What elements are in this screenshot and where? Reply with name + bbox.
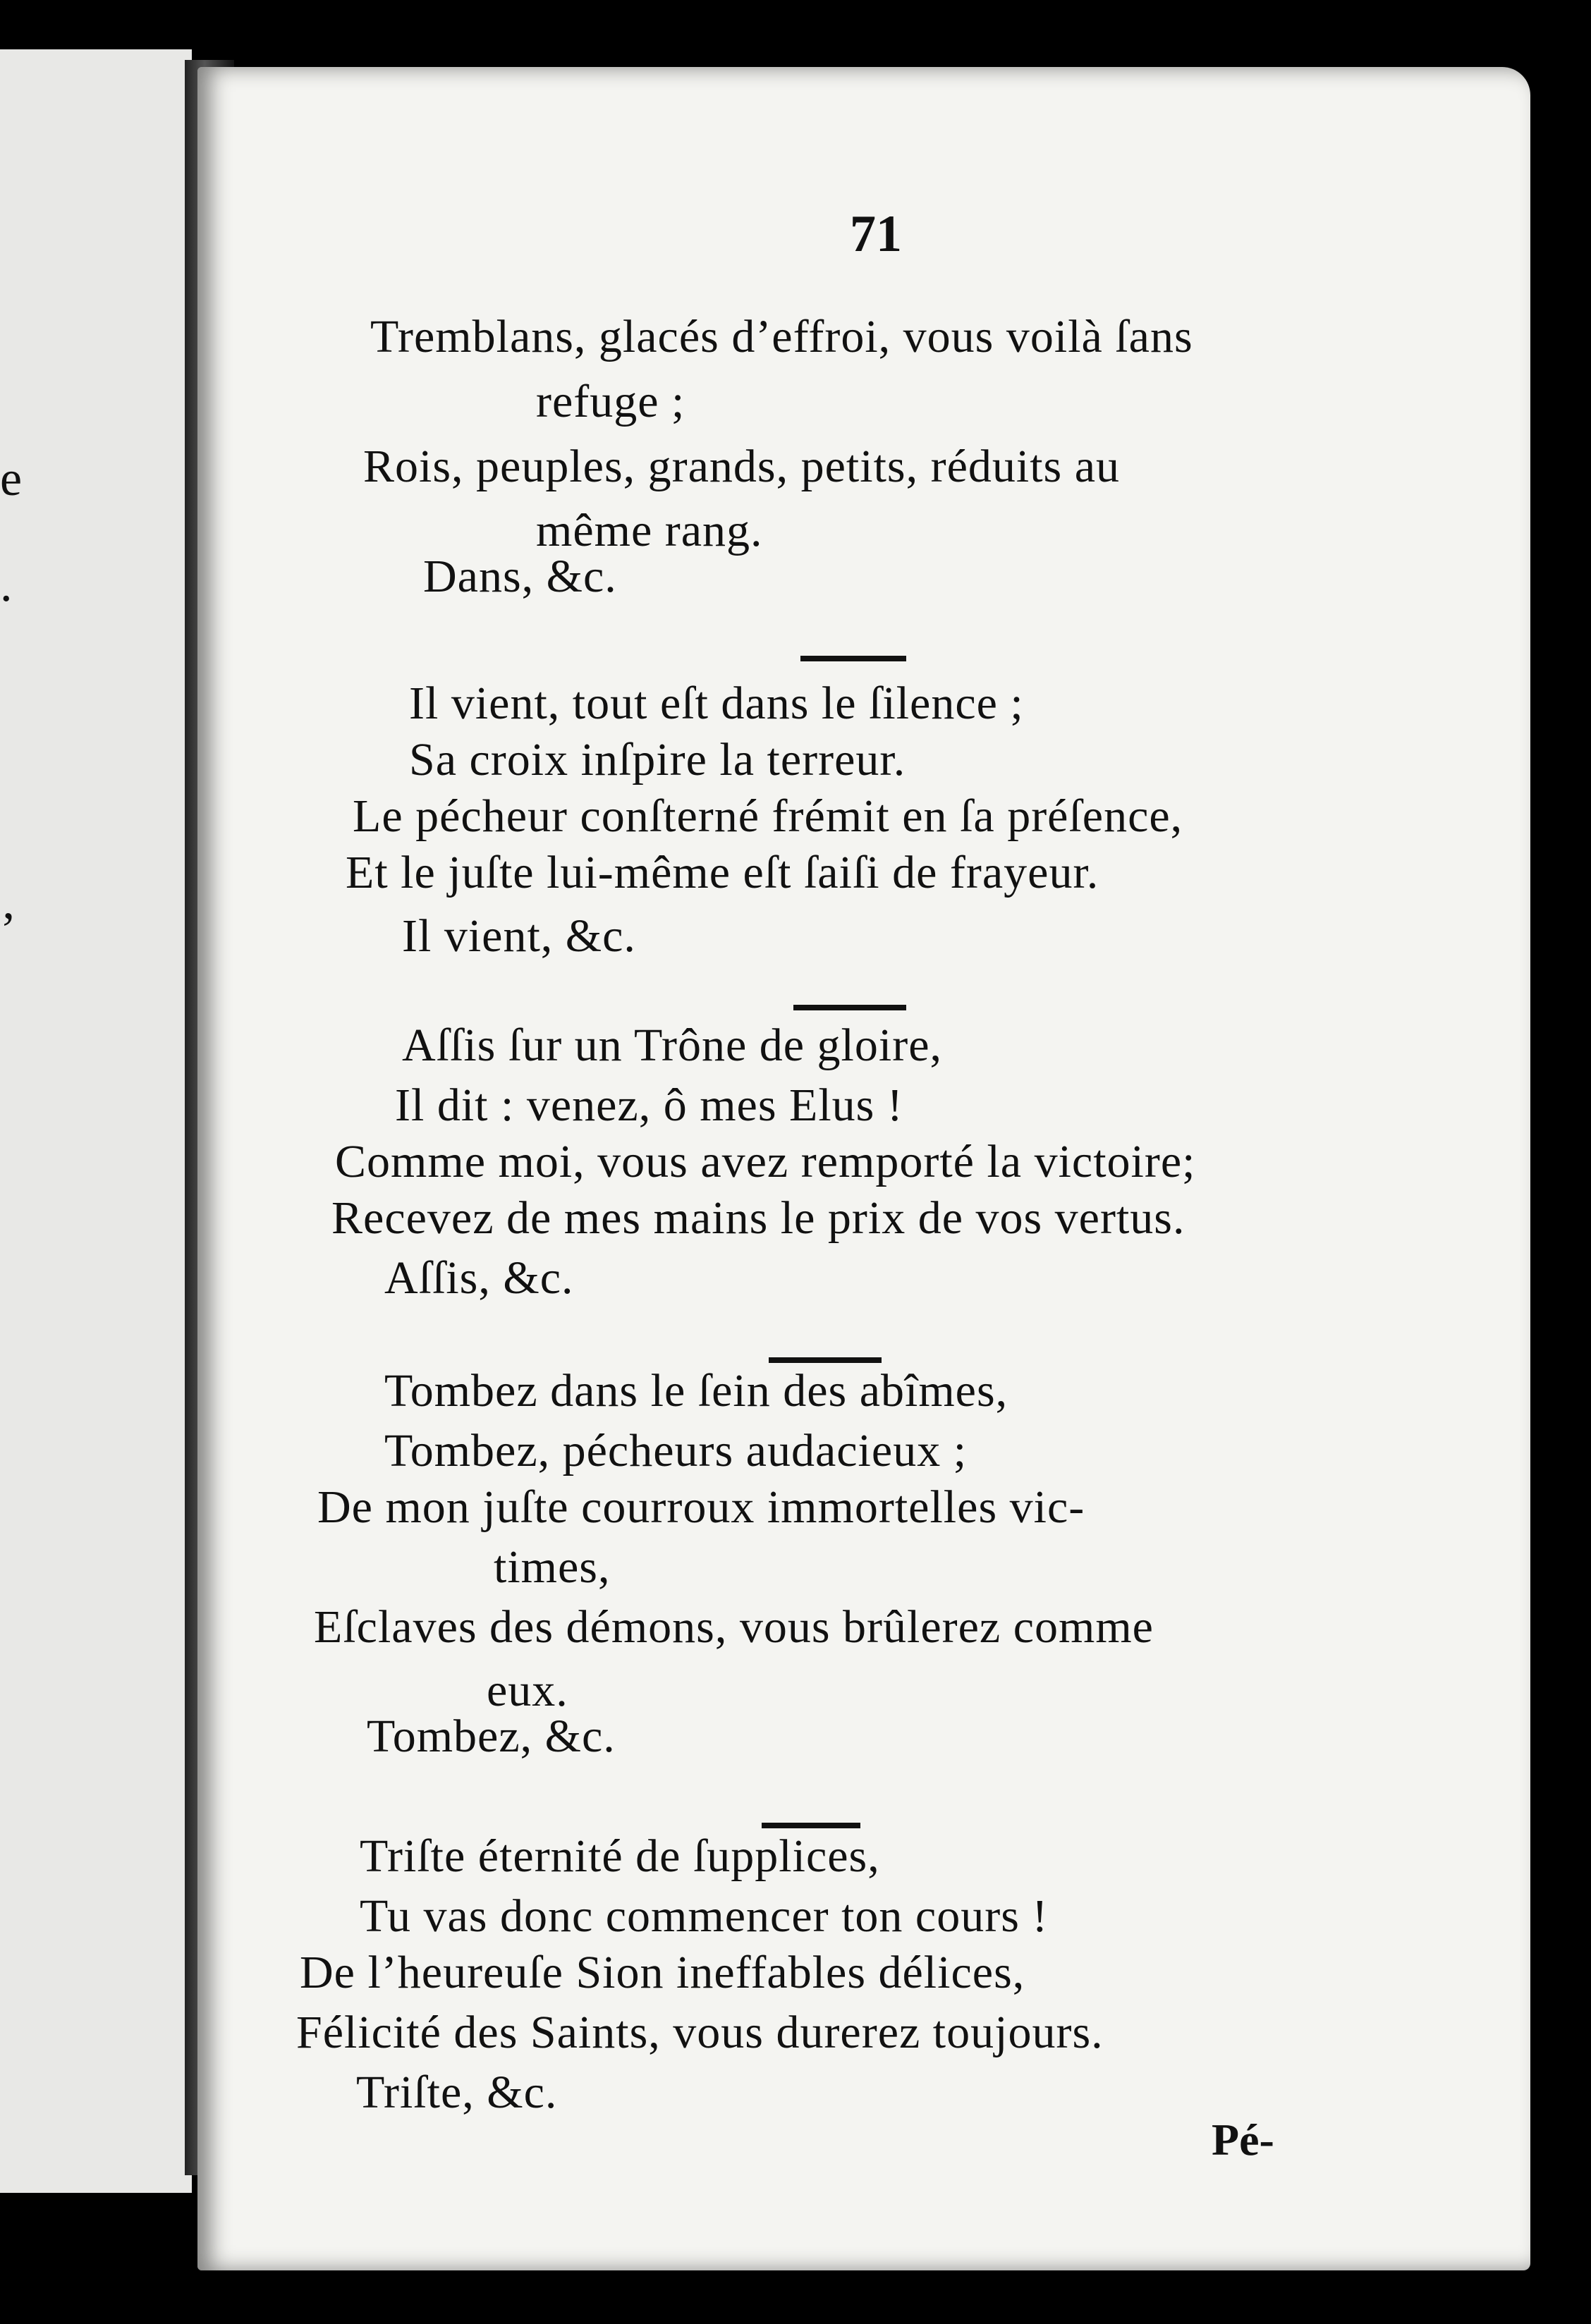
verse-line: De l’heureuſe Sion ineffables délices, [300, 1947, 1025, 1998]
verse-line: Et le juſte lui-même eſt ſaiſi de frayeur. [346, 847, 1099, 898]
verse-line: De mon juſte courroux immortelles vic- [317, 1481, 1085, 1533]
verse-line: Il vient, &c. [402, 910, 636, 962]
verse-line: Il dit : venez, ô mes Elus ! [395, 1080, 903, 1131]
left-page-mark: e [0, 452, 23, 506]
verse-line: Recevez de mes mains le prix de vos vertus. [331, 1192, 1185, 1244]
stanza-divider [762, 1823, 860, 1828]
verse-line: Aſſis, &c. [384, 1252, 574, 1304]
verse-line: times, [494, 1541, 611, 1593]
verse-line: Tu vas donc commencer ton cours ! [360, 1890, 1049, 1942]
verse-line: Triſte éternité de ſupplices, [360, 1830, 880, 1882]
verse-line: Félicité des Saints, vous durerez toujours. [296, 2007, 1104, 2058]
verse-line: Tombez dans le ſein des abîmes, [384, 1365, 1008, 1417]
verse-line: Il vient, tout eſt dans le ſilence ; [409, 678, 1024, 729]
verse-line: Tombez, pécheurs audacieux ; [384, 1425, 968, 1476]
verse-line: Tremblans, glacés d’effroi, vous voilà ſans [370, 311, 1193, 362]
verse-line: Tombez, &c. [367, 1711, 616, 1762]
stanza-divider [793, 1005, 906, 1010]
verse-line: Le pécheur conſterné frémit en ſa préſence, [353, 790, 1183, 842]
verse-line: Eſclaves des démons, vous brûlerez comme [314, 1601, 1154, 1653]
catchword: Pé- [1212, 2115, 1274, 2165]
left-page [0, 49, 192, 2193]
verse-line: même rang. [536, 505, 763, 556]
stanza-divider [800, 656, 906, 661]
verse-line: Aſſis ſur un Trône de gloire, [402, 1020, 942, 1071]
page-number: 71 [850, 205, 902, 263]
verse-line: Triſte, &c. [356, 2067, 558, 2118]
verse-line: Comme moi, vous avez remporté la victoire; [335, 1136, 1196, 1187]
verse-line: eux. [487, 1665, 568, 1716]
verse-line: Sa croix inſpire la terreur. [409, 734, 906, 785]
left-page-mark: ‚ [0, 875, 17, 929]
verse-line: Rois, peuples, grands, petits, réduits au [363, 441, 1121, 492]
verse-line: Dans, &c. [423, 551, 617, 602]
stanza-divider [769, 1357, 882, 1363]
verse-line: refuge ; [536, 376, 685, 427]
left-page-mark: . [0, 558, 13, 612]
